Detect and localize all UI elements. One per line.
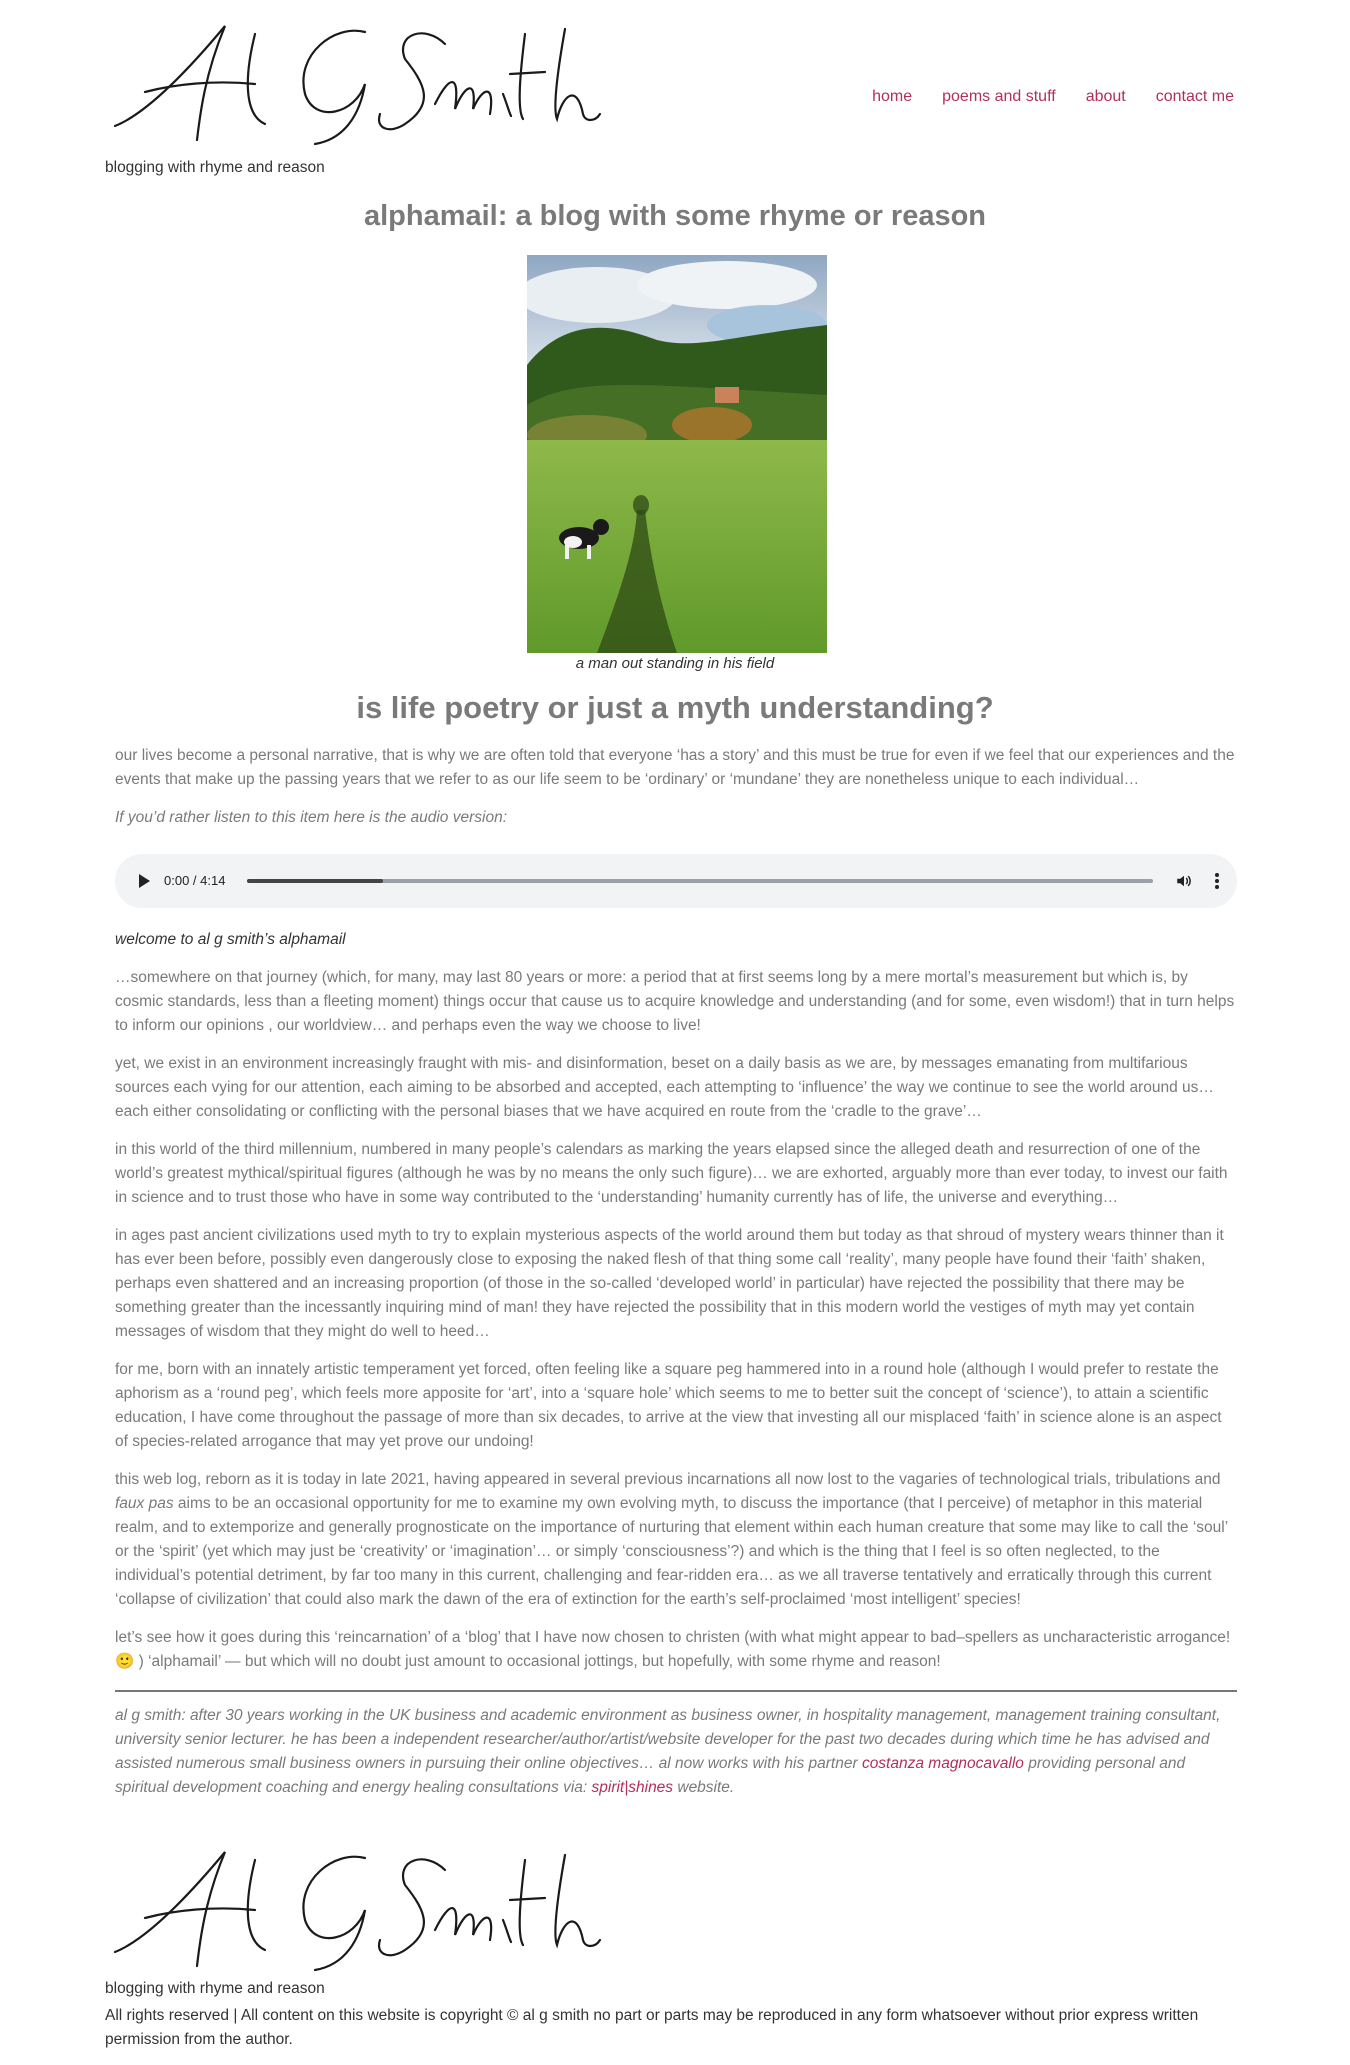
audio-seek-bar[interactable] [247, 879, 1153, 883]
nav-home[interactable]: home [872, 88, 913, 105]
post-content [115, 744, 1237, 1814]
post-paragraph: …somewhere on that journey (which, for many, may last 80 years or more: a period that at first seems long by a mere mortal’s measurement but which is, by cosmic standards, less than a fleeting moment) things occur that cause us to acquire knowledge and understanding (and for some, even wisdom!) that in turn helps to inform our opinions , our worldview… and perhaps even the way we choose to live! [115, 969, 1235, 1034]
audio-player [115, 854, 1237, 908]
footer-tagline: blogging with rhyme and reason [105, 1980, 325, 1997]
nav-about[interactable]: about [1085, 88, 1126, 105]
audio-progress-fill [247, 879, 383, 883]
post-paragraph: in this world of the third millennium, numbered in many people’s calendars as marking the years elapsed since the alleged death and resurrection of one of the world’s greatest mythical/spiritual figures (although he was by no means the only such figure)… we are exhorted, arguably more than ever today, to invest our faith in science and to trust those who have in some way contributed to the ‘understanding’ humanity currently has of life, the universe and everything… [115, 1141, 1228, 1206]
author-bio: al g smith: after 30 years working in the UK business and academic environment as business owner, in hospitality management, management training consultant, university senior lecturer. he has been a independent researcher/author/artist/website developer for the past two decades during which time he has advised and assisted numerous small business owners in pursuing their online objectives… al now works with his partner costanza magnocavallo providing personal and spiritual development coaching and energy healing consultations via: spirit|shines website. [115, 1707, 1221, 1796]
link-spirit-shines[interactable]: spirit|shines [591, 1779, 674, 1796]
site-title: alphamail: a blog with some rhyme or reason [363, 200, 987, 232]
signature-logo-graphic [105, 14, 605, 154]
signature-logo-graphic [105, 1840, 605, 1980]
post-title: is life poetry or just a myth understanding? [356, 690, 994, 725]
audio-note: If you’d rather listen to this item here is the audio version: [115, 809, 508, 826]
post-paragraph: in ages past ancient civilizations used myth to try to explain mysterious aspects of the world around them but today as that shroud of mystery wears thinner than it has ever been before, possibly even dangerously close to exposing the naked flesh of that thing some call ‘reality’, many people have found their ‘faith’ shaken, perhaps even shattered and an increasing proportion (of those in the so-called ‘developed world’ in particular) have rejected the possibility that there may be something greater than the incessantly inquiring mind of man! they have rejected the possibility that in this modern world the vestiges of myth may yet contain messages of wisdom that they might do well to heed… [115, 1227, 1224, 1340]
footer-logo[interactable] [105, 1840, 605, 1980]
post-paragraph: this web log, reborn as it is today in late 2021, having appeared in several previous incarnations all now lost to the vagaries of technological trials, tribulations and faux pas aims to be an occasional opportunity for me to examine my own evolving myth, to discuss the importance (that I perceive) of metaphor in this material realm, and to extemporize and generally prognosticate on the importance of nurturing that element within each human creature that some may like to call the ‘soul’ or the ‘spirit’ (yet which may just be ‘creativity’ or ‘imagination’… or simply ‘consciousness’?) and which is the thing that I feel is so often neglected, to the individual’s potential detriment, by far too many in this current, challenging and fear-ridden era… as we all traverse tentatively and erratically through this current ‘collapse of civilization’ that could also mark the dawn of the era of extinction for the earth’s self-proclaimed ‘most intelligent’ species! [115, 1471, 1228, 1608]
post-paragraph: yet, we exist in an environment increasingly fraught with mis- and disinformation, beset on a daily basis as we are, by messages emanating from multifarious sources each vying for our attention, each aiming to be absorbed and accepted, each attempting to ‘influence’ the way we continue to see the world around us… each either consolidating or conflicting with the personal biases that we have acquired en route from the ‘cradle to the grave’… [115, 1055, 1214, 1120]
footer-copyright: All rights reserved | All content on this website is copyright © al g smith no part or parts may be reproduced in any form whatsoever without prior express written permission from the author. [105, 2007, 1199, 2048]
volume-icon[interactable] [1175, 872, 1193, 890]
content-divider [115, 1690, 1237, 1692]
main-navigation [872, 88, 1234, 106]
more-options-icon[interactable] [1215, 873, 1219, 889]
site-logo[interactable] [105, 14, 605, 154]
post-intro: our lives become a personal narrative, that is why we are often told that everyone ‘has a story’ and this must be true for even if we feel that our experiences and the events that make up the passing years that we refer to as our life seem to be ‘ordinary’ or ‘mundane’ they are nonetheless unique to each individual… [115, 747, 1235, 788]
site-tagline: blogging with rhyme and reason [105, 159, 325, 176]
nav-contact-me[interactable]: contact me [1155, 88, 1234, 105]
welcome-line: welcome to al g smith’s alphamail [115, 931, 346, 948]
link-costanza-magnocavallo[interactable]: costanza magnocavallo [861, 1755, 1024, 1772]
post-paragraph: let’s see how it goes during this ‘reincarnation’ of a ‘blog’ that I have now chosen to christen (with what might appear to bad–spellers as uncharacteristic arrogance! 🙂 ) ‘alphamail’ — but which will no doubt just amount to occasional jottings, but hopefully, with some rhyme and reason! [115, 1629, 1231, 1670]
play-icon[interactable] [139, 874, 150, 888]
hero-image [527, 255, 827, 653]
hero-caption: a man out standing in his field [575, 655, 775, 672]
post-paragraph: for me, born with an innately artistic temperament yet forced, often feeling like a square peg hammered into in a round hole (although I would prefer to restate the aphorism as a ‘round peg’, which feels more apposite for ‘art’, into a ‘square hole’ which seems to me to better suit the concept of ‘science’), to attain a scientific education, I have come throughout the passage of more than six decades, to arrive at the view that investing all our misplaced ‘faith’ in science alone is an aspect of species-related arrogance that may yet prove our undoing! [115, 1361, 1222, 1450]
nav-poems-and-stuff[interactable]: poems and stuff [942, 88, 1056, 105]
audio-time: 0:00 / 4:14 [164, 873, 226, 888]
